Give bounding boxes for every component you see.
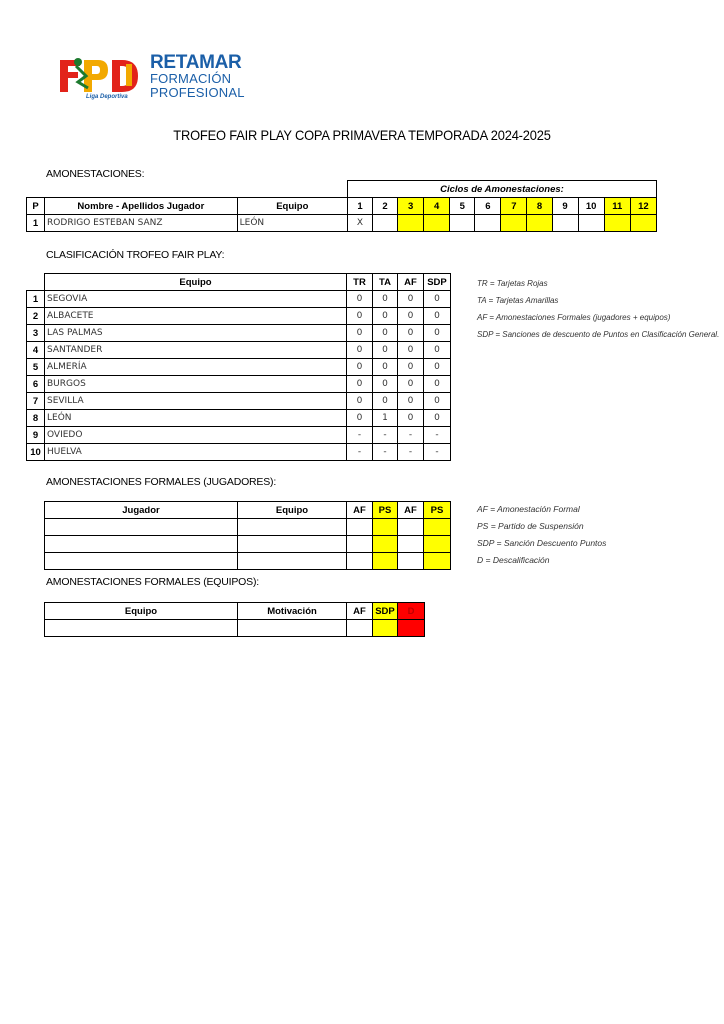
empty-cell bbox=[398, 553, 424, 570]
cycle-mark bbox=[552, 215, 578, 232]
legend-item: SDP = Sanciones de descuento de Puntos en Clasificación General. bbox=[477, 330, 720, 339]
col-team-header: Equipo bbox=[237, 198, 347, 215]
ta-value: - bbox=[373, 444, 398, 461]
cycle-mark bbox=[424, 215, 450, 232]
sdp-value: 0 bbox=[424, 393, 451, 410]
tr-value: - bbox=[347, 427, 373, 444]
col-motivation-header: Motivación bbox=[238, 603, 347, 620]
team-name: BURGOS bbox=[45, 376, 347, 393]
legend-item: TR = Tarjetas Rojas bbox=[477, 279, 548, 288]
ta-value: 1 bbox=[373, 410, 398, 427]
team-name: ALMERÍA bbox=[45, 359, 347, 376]
empty-cell bbox=[347, 536, 373, 553]
table-row bbox=[27, 393, 451, 410]
sdp-value: 0 bbox=[424, 308, 451, 325]
sdp-value: 0 bbox=[424, 376, 451, 393]
table-row bbox=[27, 410, 451, 427]
team-name: SANTANDER bbox=[45, 342, 347, 359]
af-value: 0 bbox=[398, 308, 424, 325]
player-team: LEÓN bbox=[237, 215, 347, 232]
standings-header-row bbox=[27, 274, 451, 291]
empty-cell bbox=[347, 553, 373, 570]
cycle-mark bbox=[630, 215, 656, 232]
table-row bbox=[27, 342, 451, 359]
empty-cell bbox=[238, 553, 347, 570]
team-name: SEGOVIA bbox=[45, 291, 347, 308]
empty-cell bbox=[27, 181, 348, 198]
legend-item: AF = Amonestaciones Formales (jugadores + equipos) bbox=[477, 313, 671, 322]
af-value: 0 bbox=[398, 291, 424, 308]
brand-line-1: RETAMAR bbox=[150, 52, 242, 73]
empty-cell bbox=[238, 536, 347, 553]
team-name: OVIEDO bbox=[45, 427, 347, 444]
tr-value: - bbox=[347, 444, 373, 461]
tr-value: 0 bbox=[347, 342, 373, 359]
af-value: 0 bbox=[398, 325, 424, 342]
empty-cell bbox=[238, 620, 347, 637]
table-row bbox=[27, 376, 451, 393]
af-value: - bbox=[398, 444, 424, 461]
empty-cell bbox=[45, 519, 238, 536]
af-value: 0 bbox=[398, 376, 424, 393]
tr-value: 0 bbox=[347, 376, 373, 393]
brand-line-2: FORMACIÓN bbox=[150, 71, 232, 86]
table-row bbox=[27, 427, 451, 444]
tr-value: 0 bbox=[347, 410, 373, 427]
table-row bbox=[45, 553, 451, 570]
empty-cell bbox=[45, 553, 238, 570]
row-position: 6 bbox=[27, 376, 45, 393]
empty-cell bbox=[27, 274, 45, 291]
col-d-header: D bbox=[398, 603, 425, 620]
sdp-value: - bbox=[424, 444, 451, 461]
retamar-logo bbox=[58, 52, 258, 106]
cycle-header: 12 bbox=[630, 198, 656, 215]
ta-value: 0 bbox=[373, 308, 398, 325]
row-position: 7 bbox=[27, 393, 45, 410]
col-name-header: Nombre - Apellidos Jugador bbox=[45, 198, 238, 215]
ta-value: 0 bbox=[373, 342, 398, 359]
empty-cell bbox=[347, 620, 373, 637]
team-name: LAS PALMAS bbox=[45, 325, 347, 342]
cycle-mark bbox=[450, 215, 475, 232]
af-value: 0 bbox=[398, 342, 424, 359]
sdp-value: - bbox=[424, 427, 451, 444]
table-row bbox=[27, 308, 451, 325]
formal-teams-header-row bbox=[45, 603, 425, 620]
empty-cell bbox=[373, 536, 398, 553]
cycle-mark bbox=[373, 215, 398, 232]
cycle-mark bbox=[578, 215, 604, 232]
cycle-header: 11 bbox=[604, 198, 630, 215]
row-position: 8 bbox=[27, 410, 45, 427]
empty-cell bbox=[238, 519, 347, 536]
cycle-header: 8 bbox=[527, 198, 552, 215]
empty-cell bbox=[45, 536, 238, 553]
empty-cell bbox=[424, 536, 451, 553]
row-position: 1 bbox=[27, 215, 45, 232]
row-position: 9 bbox=[27, 427, 45, 444]
cycle-header: 5 bbox=[450, 198, 475, 215]
empty-cell bbox=[398, 519, 424, 536]
cycle-header: 7 bbox=[501, 198, 527, 215]
brand-text bbox=[150, 54, 260, 100]
ta-value: 0 bbox=[373, 359, 398, 376]
ta-value: 0 bbox=[373, 376, 398, 393]
col-ps-header: PS bbox=[373, 502, 398, 519]
formal-players-section-title: AMONESTACIONES FORMALES (JUGADORES): bbox=[46, 476, 277, 488]
formal-teams-section-title: AMONESTACIONES FORMALES (EQUIPOS): bbox=[46, 576, 259, 588]
cycle-header: 10 bbox=[578, 198, 604, 215]
col-ps-header: PS bbox=[424, 502, 451, 519]
table-row bbox=[27, 325, 451, 342]
ta-value: 0 bbox=[373, 393, 398, 410]
col-team-header: Equipo bbox=[238, 502, 347, 519]
af-value: 0 bbox=[398, 393, 424, 410]
standings-table bbox=[26, 273, 451, 461]
row-position: 5 bbox=[27, 359, 45, 376]
legend-item: AF = Amonestación Formal bbox=[477, 504, 580, 514]
warnings-cycles-header-row bbox=[27, 181, 657, 198]
warnings-table bbox=[26, 180, 657, 232]
table-row bbox=[27, 359, 451, 376]
cycle-mark: X bbox=[347, 215, 372, 232]
col-player-header: Jugador bbox=[45, 502, 238, 519]
af-value: - bbox=[398, 427, 424, 444]
af-value: 0 bbox=[398, 359, 424, 376]
player-name: RODRIGO ESTEBAN SANZ bbox=[45, 215, 238, 232]
cycle-header: 2 bbox=[373, 198, 398, 215]
row-position: 1 bbox=[27, 291, 45, 308]
empty-cell bbox=[424, 553, 451, 570]
team-name: SEVILLA bbox=[45, 393, 347, 410]
table-row bbox=[27, 215, 657, 232]
table-row bbox=[45, 536, 451, 553]
tr-value: 0 bbox=[347, 308, 373, 325]
table-row bbox=[45, 620, 425, 637]
tr-value: 0 bbox=[347, 325, 373, 342]
col-sdp-header: SDP bbox=[373, 603, 398, 620]
cycle-header: 9 bbox=[552, 198, 578, 215]
sdp-value: 0 bbox=[424, 359, 451, 376]
team-name: ALBACETE bbox=[45, 308, 347, 325]
empty-cell bbox=[45, 620, 238, 637]
formal-players-legend bbox=[477, 501, 606, 569]
ta-value: 0 bbox=[373, 325, 398, 342]
col-af-header: AF bbox=[398, 502, 424, 519]
cycle-mark bbox=[604, 215, 630, 232]
col-af-header: AF bbox=[347, 603, 373, 620]
empty-cell bbox=[373, 519, 398, 536]
sdp-value: 0 bbox=[424, 325, 451, 342]
formal-teams-table bbox=[44, 602, 425, 637]
warnings-header-row bbox=[27, 198, 657, 215]
empty-cell bbox=[398, 536, 424, 553]
standings-legend bbox=[477, 275, 719, 343]
legend-item: SDP = Sanción Descuento Puntos bbox=[477, 538, 607, 548]
table-row bbox=[27, 444, 451, 461]
col-team-header: Equipo bbox=[45, 603, 238, 620]
legend-item: TA = Tarjetas Amarillas bbox=[477, 296, 559, 305]
cycle-mark bbox=[475, 215, 501, 232]
row-position: 10 bbox=[27, 444, 45, 461]
col-ta-header: TA bbox=[373, 274, 398, 291]
cycle-header: 3 bbox=[398, 198, 424, 215]
cycle-header: 4 bbox=[424, 198, 450, 215]
standings-section-title: CLASIFICACIÓN TROFEO FAIR PLAY: bbox=[46, 249, 225, 261]
col-team-header: Equipo bbox=[45, 274, 347, 291]
ta-value: - bbox=[373, 427, 398, 444]
cycles-label: Ciclos de Amonestaciones: bbox=[347, 181, 656, 198]
table-row bbox=[45, 519, 451, 536]
warnings-section-title: AMONESTACIONES: bbox=[46, 168, 145, 180]
sdp-value: 0 bbox=[424, 410, 451, 427]
sdp-value: 0 bbox=[424, 342, 451, 359]
document-title: TROFEO FAIR PLAY COPA PRIMAVERA TEMPORADA 2024-2025 bbox=[173, 127, 551, 143]
row-position: 2 bbox=[27, 308, 45, 325]
formal-players-table bbox=[44, 501, 451, 570]
col-tr-header: TR bbox=[347, 274, 373, 291]
row-position: 3 bbox=[27, 325, 45, 342]
team-name: HUELVA bbox=[45, 444, 347, 461]
brand-line-3: PROFESIONAL bbox=[150, 85, 245, 100]
col-p-header: P bbox=[27, 198, 45, 215]
formal-players-header-row bbox=[45, 502, 451, 519]
af-value: 0 bbox=[398, 410, 424, 427]
empty-cell bbox=[398, 620, 425, 637]
cycle-header: 1 bbox=[347, 198, 372, 215]
empty-cell bbox=[373, 620, 398, 637]
empty-cell bbox=[373, 553, 398, 570]
empty-cell bbox=[424, 519, 451, 536]
col-af-header: AF bbox=[347, 502, 373, 519]
legend-item: PS = Partido de Suspensión bbox=[477, 521, 584, 531]
cycle-mark bbox=[398, 215, 424, 232]
tr-value: 0 bbox=[347, 291, 373, 308]
cycle-mark bbox=[501, 215, 527, 232]
team-name: LEÓN bbox=[45, 410, 347, 427]
col-sdp-header: SDP bbox=[424, 274, 451, 291]
col-af-header: AF bbox=[398, 274, 424, 291]
table-row bbox=[27, 291, 451, 308]
logo-tagline: Liga Deportiva bbox=[86, 94, 128, 100]
cycle-header: 6 bbox=[475, 198, 501, 215]
sdp-value: 0 bbox=[424, 291, 451, 308]
legend-item: D = Descalificación bbox=[477, 555, 550, 565]
empty-cell bbox=[347, 519, 373, 536]
row-position: 4 bbox=[27, 342, 45, 359]
ta-value: 0 bbox=[373, 291, 398, 308]
tr-value: 0 bbox=[347, 393, 373, 410]
cycle-mark bbox=[527, 215, 552, 232]
tr-value: 0 bbox=[347, 359, 373, 376]
